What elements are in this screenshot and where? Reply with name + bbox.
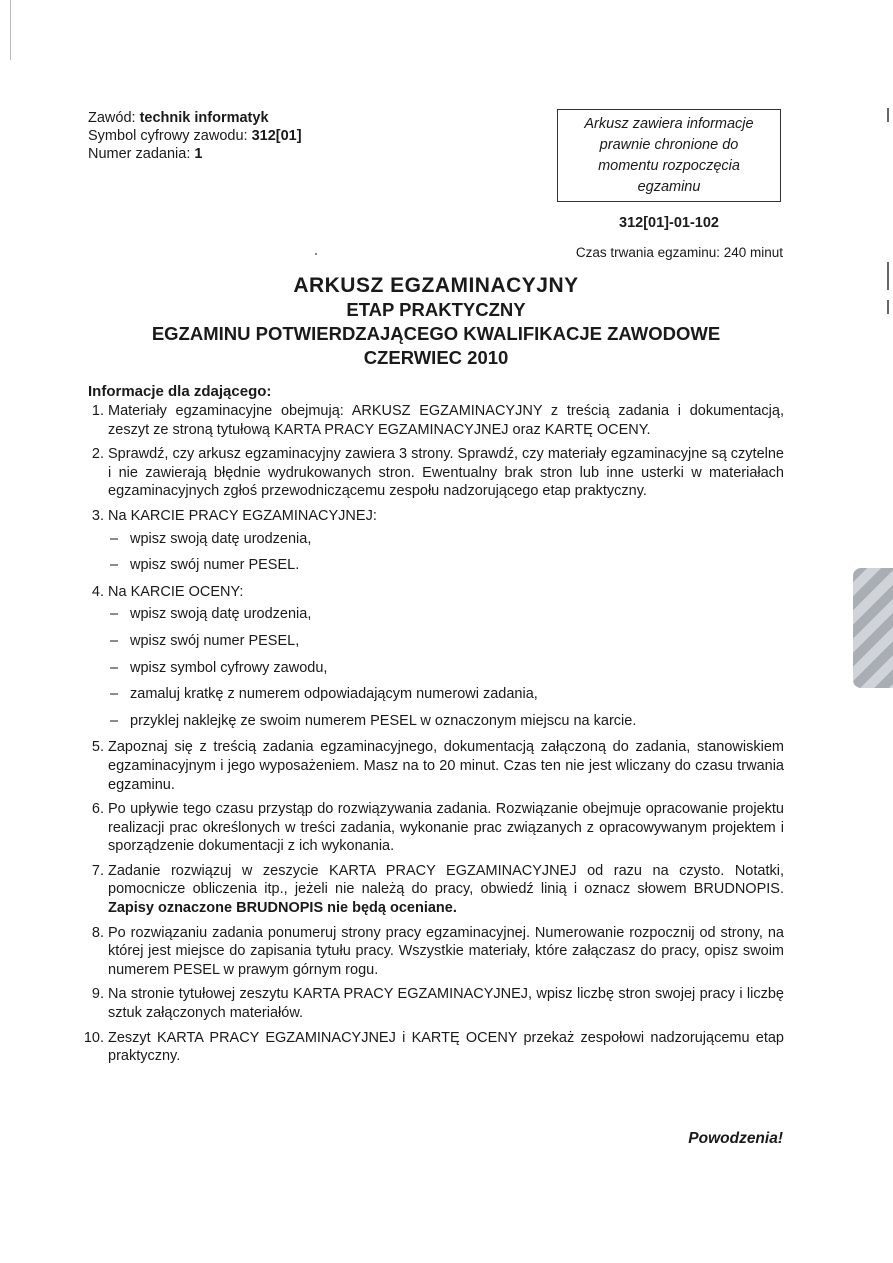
dash-bullet-icon: – <box>110 632 119 649</box>
item-text: Na stronie tytułowej zeszytu KARTA PRACY EGZAMINACYJNEJ, wpisz liczbę stron swojej pracy i liczbę sztuk załączonych materiałów. <box>108 986 784 1022</box>
notice-line: Arkusz zawiera informacje <box>584 116 754 132</box>
item-text: Po rozwiązaniu zadania ponumeruj strony pracy egzaminacyjnej. Numerowanie rozpocznij od strony, na której jest miejsce do zapisania tytułu pracy. Wszystkie materiały, które załączasz do pracy, opisz swoim numerem PESEL w prawym górnym rogu. <box>108 924 784 978</box>
exam-header-info <box>88 109 302 163</box>
list-item <box>88 985 784 1022</box>
item-number: 3. <box>91 507 104 524</box>
dash-bullet-icon: – <box>110 712 119 729</box>
dash-bullet-icon: – <box>110 659 119 676</box>
document-title-block <box>88 274 784 370</box>
hologram-sticker-edge <box>853 568 893 688</box>
item-number: 2. <box>91 446 104 463</box>
item-number: 9. <box>91 986 104 1003</box>
item-text: Po upływie tego czasu przystąp do rozwiązywania zadania. Rozwiązanie obejmuje opracowanie projektu realizacji prac określonych w treści zadania, wykonanie prac związanych z opracowywanym projektem i sporządzenie dokumentacji z ich wykonania. <box>108 801 784 855</box>
item-number: 10. <box>83 1029 104 1046</box>
scan-edge-mark <box>887 262 889 290</box>
item-number: 4. <box>91 583 104 600</box>
sub-item-text: zamaluj kratkę z numerem odpowiadającym numerowi zadania, <box>130 686 538 703</box>
task-line <box>88 145 302 163</box>
item-text: Sprawdź, czy arkusz egzaminacyjny zawiera 3 strony. Sprawdź, czy materiały egzaminacyjne są czytelne i nie zawierają błędnie wydrukowanych stron. Ewentualny brak stron lub inne usterki w materiałach egzaminacyjnych zgłoś przewodniczącemu zespołu nadzorującego etap praktyczny. <box>108 446 784 500</box>
scan-margin-line <box>10 0 11 60</box>
profession-label: Zawód: <box>88 110 136 126</box>
item-text: Zadanie rozwiązuj w zeszycie KARTA PRACY EGZAMINACYJNEJ od razu na czysto. Notatki, pomocnicze obliczenia itp., jeżeli nie należą do pracy, obwiedź linią i oznacz słowem BRUDNOPIS. <box>108 862 784 898</box>
dash-bullet-icon: – <box>110 557 119 574</box>
legal-notice-box <box>557 109 781 202</box>
item-number: 7. <box>91 862 104 879</box>
sub-item-text: wpisz swój numer PESEL, <box>130 632 300 649</box>
dash-bullet-icon: – <box>110 530 119 547</box>
profession-line <box>88 109 302 127</box>
title-stage: ETAP PRAKTYCZNY <box>346 299 526 320</box>
sub-item <box>108 712 784 731</box>
title-main: ARKUSZ EGZAMINACYJNY <box>293 274 579 297</box>
list-item <box>88 924 784 980</box>
sub-item-text: wpisz swoją datę urodzenia, <box>130 530 312 547</box>
dash-bullet-icon: – <box>110 606 119 623</box>
sub-item-text: wpisz swój numer PESEL. <box>130 557 300 574</box>
task-label: Numer zadania: <box>88 146 191 162</box>
notice-line: prawnie chronione do <box>599 137 739 153</box>
scan-edge-mark <box>887 108 889 122</box>
scan-speck <box>315 253 317 255</box>
instructions-list <box>83 402 784 1072</box>
list-item <box>88 583 784 731</box>
exam-duration: Czas trwania egzaminu: 240 minut <box>575 245 783 260</box>
title-exam: EGZAMINU POTWIERDZAJĄCEGO KWALIFIKACJE ZAWODOWE <box>151 323 721 344</box>
profession-value: technik informatyk <box>139 110 269 126</box>
sub-list <box>108 605 784 730</box>
sub-list <box>108 530 784 575</box>
symbol-value: 312[01] <box>251 128 302 144</box>
closing-greeting: Powodzenia! <box>688 1130 783 1147</box>
sub-item <box>108 659 784 678</box>
item-text: Na KARCIE OCENY: <box>108 583 244 600</box>
item-text: Materiały egzaminacyjne obejmują: ARKUSZ EGZAMINACYJNY z treścią zadania i dokumentacją, zeszyt ze stroną tytułową KARTA PRACY EGZAMINACYJNEJ oraz KARTĘ OCENY. <box>108 403 784 438</box>
list-item <box>88 402 784 439</box>
item-bold-note: Zapisy oznaczone BRUDNOPIS nie będą oceniane. <box>108 900 457 917</box>
info-heading: Informacje dla zdającego: <box>88 383 272 400</box>
task-value: 1 <box>194 146 203 162</box>
sub-item <box>108 530 784 549</box>
notice-line: momentu rozpoczęcia <box>598 158 740 174</box>
list-item <box>88 862 784 918</box>
item-text: Zapoznaj się z treścią zadania egzaminacyjnego, dokumentacją załączoną do zadania, stanowiskiem egzaminacyjnym i jego wyposażeniem. Masz na to 20 minut. Czas ten nie jest wliczany do czasu trwania egzaminu. <box>108 739 784 793</box>
sub-item <box>108 632 784 651</box>
sub-item <box>108 556 784 575</box>
symbol-label: Symbol cyfrowy zawodu: <box>88 128 248 144</box>
list-item <box>88 738 784 794</box>
list-item <box>88 800 784 856</box>
sub-item-text: wpisz swoją datę urodzenia, <box>130 606 312 623</box>
dash-bullet-icon: – <box>110 686 119 703</box>
item-number: 8. <box>91 924 104 941</box>
sub-item-text: wpisz symbol cyfrowy zawodu, <box>130 659 328 676</box>
exam-code: 312[01]-01-102 <box>619 215 719 231</box>
title-date: CZERWIEC 2010 <box>363 347 509 368</box>
sub-item-text: przyklej naklejkę ze swoim numerem PESEL w oznaczonym miejscu na karcie. <box>130 712 637 729</box>
item-number: 6. <box>91 801 104 818</box>
notice-line: egzaminu <box>637 179 701 195</box>
scan-edge-mark <box>887 300 889 314</box>
item-number: 1. <box>91 403 104 419</box>
item-number: 5. <box>91 739 104 756</box>
symbol-line <box>88 127 302 145</box>
list-item <box>88 445 784 501</box>
list-item <box>83 1029 784 1066</box>
sub-item <box>108 685 784 704</box>
sub-item <box>108 605 784 624</box>
item-text: Zeszyt KARTA PRACY EGZAMINACYJNEJ i KARTĘ OCENY przekaż zespołowi nadzorującemu etap praktyczny. <box>108 1029 784 1065</box>
item-text: Na KARCIE PRACY EGZAMINACYJNEJ: <box>108 507 377 524</box>
list-item <box>88 507 784 575</box>
